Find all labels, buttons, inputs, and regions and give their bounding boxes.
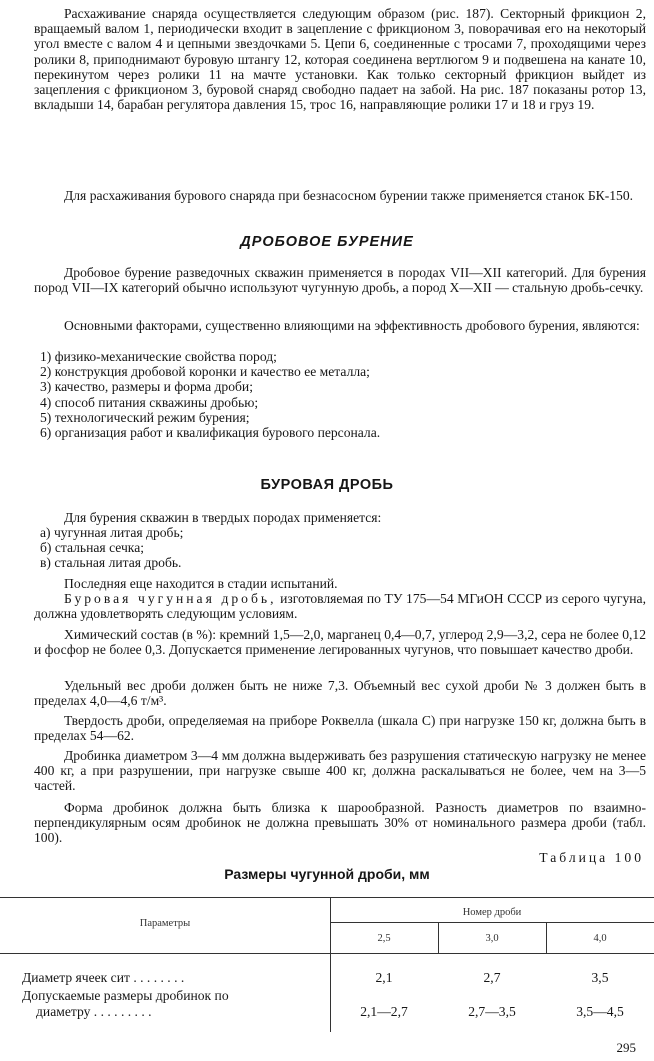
shot-types-list <box>40 525 640 571</box>
section2-paragraph-weight: Удельный вес дроби должен быть не ниже 7,3. Объемный вес сухой дроби № 3 должен быть в пределах 4,0—4,6 т/м³. <box>34 678 646 709</box>
row-value: 2,1 <box>375 970 393 985</box>
list-item: а) чугунная литая дробь; <box>40 525 184 540</box>
page-number: 295 <box>616 1040 636 1055</box>
section2-paragraph-hardness: Твердость дроби, определяемая на приборе Роквелла (шкала С) при нагрузке 150 кг, должна быть в пределах 54—62. <box>34 713 646 744</box>
intro-paragraph-2: Для расхаживания бурового снаряда при безнасосном бурении также применяется станок БК-150. <box>64 188 634 203</box>
section2-paragraph-chemistry: Химический состав (в %): кремний 1,5—2,0, марганец 0,4—0,7, углерод 2,9—3,2, сера не более 0,12 и фосфор не более 0,3. Допускается применение легированных чугунов, что повышает качество дроби. <box>34 627 646 658</box>
table-number: Таблица 100 <box>539 850 644 865</box>
table-group-rule <box>330 922 654 923</box>
row-value: 3,5—4,5 <box>576 1004 624 1019</box>
list-item: в) стальная литая дробь. <box>40 555 182 571</box>
row-value: 2,1—2,7 <box>360 1004 408 1019</box>
row-label: Допускаемые размеры дробинок по <box>22 988 229 1003</box>
table-header-group: Номер дроби <box>462 907 522 918</box>
list-item: 1) физико-механические свойства пород; <box>40 349 277 364</box>
section-heading-shot-drilling: ДРОБОВОЕ БУРЕНИЕ <box>240 234 414 250</box>
section2-paragraph-testing: Последняя еще находится в стадии испытаний. <box>64 576 338 591</box>
section1-paragraph-1: Дробовое бурение разведочных скважин применяется в породах VII—XII категорий. Для бурения пород VII—IX категорий обычно используют чугунную дробь, а пород X—XII — стальную дробь-сечку. <box>34 265 646 296</box>
section2-paragraph-cast-iron-shot: Буровая чугунная дробь, изготовляемая по ТУ 175—54 МГиОН СССР из серого чугуна, должна удовлетворять следующим условиям. <box>34 591 646 622</box>
table-body-divider <box>330 953 331 1032</box>
table-header-col: 2,5 <box>377 933 391 944</box>
section2-paragraph-load: Дробинка диаметром 3—4 мм должна выдерживать без разрушения статическую нагрузку не менее 400 кг, а при разрушении, при нагрузке свыше 400 кг, должна раскалываться не более, чем на 3—5 частей. <box>34 748 646 794</box>
table-header-col: 4,0 <box>593 933 607 944</box>
table-top-rule <box>0 897 654 898</box>
list-item: 5) технологический режим бурения; <box>40 409 250 425</box>
table-header-bottom-rule <box>0 953 654 954</box>
section1-paragraph-2: Основными факторами, существенно влияющими на эффективность дробового бурения, являются: <box>64 318 640 333</box>
list-item: 2) конструкция дробовой коронки и качество ее металла; <box>40 364 370 380</box>
section2-paragraph-1: Для бурения скважин в твердых породах применяется: <box>64 510 382 525</box>
row-label: Диаметр ячеек сит . . . . . . . . <box>22 970 185 985</box>
term-cast-iron-shot: Буровая чугунная дробь, <box>64 591 277 606</box>
list-item: 3) качество, размеры и форма дроби; <box>40 379 253 395</box>
list-item: 4) способ питания скважины дробью; <box>40 394 259 410</box>
row-value: 2,7—3,5 <box>468 1004 516 1019</box>
list-item: 6) организация работ и квалификация бурового персонала. <box>40 425 381 441</box>
factors-list <box>40 349 640 440</box>
row-value: 3,5 <box>591 970 609 985</box>
section-heading-drill-shot: БУРОВАЯ ДРОБЬ <box>260 477 394 493</box>
list-item: б) стальная сечка; <box>40 540 145 556</box>
table-header-params: Параметры <box>139 918 191 929</box>
row-value: 2,7 <box>483 970 501 985</box>
row-label-continued: диаметру . . . . . . . . . <box>36 1004 152 1019</box>
table-title: Размеры чугунной дроби, мм <box>224 866 430 882</box>
section2-paragraph-shape: Форма дробинок должна быть близка к шарообразной. Разность диаметров по взаимно-перпендикулярным осям дробинок не должна превышать 30% от номинального размера дроби (табл. 100). <box>34 800 646 846</box>
table-header-col: 3,0 <box>485 933 499 944</box>
intro-paragraph-1: Расхаживание снаряда осуществляется следующим образом (рис. 187). Секторный фрикцион 2, вращаемый валом 1, периодически входит в зацепление с фрикционом 3, поворачивая его на некоторый угол вместе с валом 4 и цепными звездочками 5. Цепи 6, соединенные с тросами 7, проходящими через ролики 8, приподнимают буровую штангу 12, которая соединена вертлюгом 9 и подвешена на канате 10, перекинутом через ролики 11 на мачте установки. Как только секторный фрикцион выйдет из зацепления с фрикционом 3, буровой снаряд свободно падает на забой. На рис. 187 показаны ротор 13, вкладыши 14, барабан регулятора давления 15, трос 16, направляющие ролики 17 и 18 и груз 19. <box>34 6 646 113</box>
